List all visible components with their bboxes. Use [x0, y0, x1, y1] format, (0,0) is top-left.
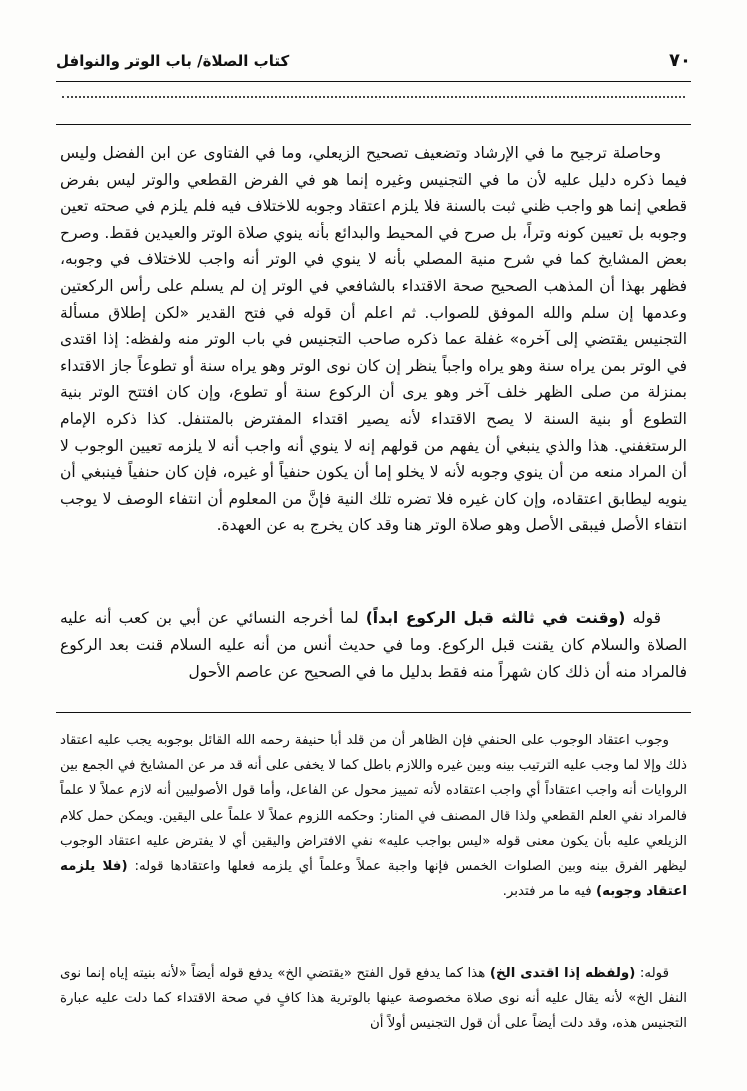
- footnote-2-lead: قوله:: [635, 966, 669, 981]
- running-title: كتاب الصلاة/ باب الوتر والنوافل: [56, 52, 290, 70]
- main-text-block: [60, 140, 687, 539]
- commentary-lead: قوله: [625, 609, 661, 627]
- main-paragraph: وحاصلة ترجيح ما في الإرشاد وتضعيف تصحيح الزيعلي، وما في الفتاوى عن ابن الفضل وليس فيما ذكره دليل عليه لأن ما في التجنيس وغيره إنما هو في الفرض القطعي والوتر ليس بفرض قطعي إنما هو واجب ظني ثبت بالسنة فلا يلزم اعتقاد وجوبه للاختلاف فيه فلم يلزم في صحته تعين وجوبه بل تعيين كونه وتراً، بل صرح في المحيط والبدائع بأنه ينوي صلاة الوتر والعيدين فقط. وصرح بعض المشايخ كما في شرح منية المصلي بأنه لا ينوي في الوتر أنه واجب للاختلاف في وجوبه، فظهر بهذا أن المذهب الصحيح صحة الاقتداء بالشافعي في الوتر إن لم يسلم على رأس الركعتين وعدمها إن سلم والله الموفق للصواب. ثم اعلم أن قوله في فتح القدير «لكن إطلاق مسألة التجنيس يقتضي إلى آخره» غفلة عما ذكره صاحب التجنيس في باب الوتر منه ولفظه: إذا اقتدى في الوتر بمن يراه سنة وهو يراه واجباً ينظر إن كان نوى الوتر وهو يراه سنة أو تطوعاً جاز الاقتداء بمنزلة من صلى الظهر خلف آخر وهو يرى أن الركوع سنة أو تطوع، وإن كان افتتح الوتر بنية التطوع أو بنية السنة لا يصح الاقتداء لأنه يصير اقتداء المفترض بالمتنفل. كذا ذكره الإمام الرستغفني. هذا والذي ينبغي أن يفهم من قولهم إنه لا ينوي أنه واجب أنه لا يلزمه تعيين الوجوب لا أن المراد منعه من أن ينوي وجوبه لأنه لا يخلو إما أن يكون حنفياً أو غيره، فإن كان حنفياً فينبغي أن ينويه ليطابق اعتقاده، وإن كان غيره فلا تضره تلك النية فإنَّ من المعلوم أن انتفاء الوصف لا يوجب انتفاء الأصل فيبقى الأصل وهو صلاة الوتر هنا وقد كان يخرج به عن العهدة.: [60, 144, 687, 535]
- footnote-divider: [56, 712, 691, 713]
- page-header: [56, 48, 691, 80]
- footnote-1: [60, 728, 687, 904]
- header-divider: [56, 81, 691, 82]
- commentary-text: [60, 605, 687, 686]
- footnote-block-1: [60, 728, 687, 904]
- commentary-quoted-phrase: (وقنت في ثالثه قبل الركوع ابداً): [365, 609, 626, 627]
- commentary-paragraph: [60, 605, 687, 686]
- footnote-2-text: هذا كما يدفع قول الفتح «يقتضي الخ» يدفع قوله أيضاً «لأنه بنيته إياه إنما نوى النفل الخ» لأنه يقال عليه أنه نوى صلاة مخصوصة عينها بالوترية هذا كافٍ في صحة الاقتداء كما دلت عليه عبارة التجنيس هذه، وقد دلت أيضاً على أن قول التجنيس أولاً أن: [60, 966, 687, 1032]
- footnote-2: [60, 961, 687, 1037]
- footnote-1-quoted-phrase: (فلا يلزمه اعتقاد وجوبه): [60, 859, 687, 900]
- footnote-block-2: [60, 961, 687, 1037]
- page-number: ٧٠: [669, 50, 691, 71]
- footnote-1-tail: فيه ما مر فتدبر.: [502, 884, 596, 900]
- footnote-2-quoted-phrase: (ولفظه إذا اقتدى الخ): [489, 966, 636, 981]
- dotted-separator: [62, 96, 685, 104]
- commentary-rest: لما أخرجه النسائي عن أبي بن كعب أنه عليه الصلاة والسلام كان يقنت قبل الركوع. وما في حديث أنس من أنه عليه السلام قنت بعد الركوع فالمراد منه أن ذلك كان شهراً منه فقط بدليل ما في الصحيح عن عاصم الأحول: [60, 609, 687, 681]
- footnote-1-text: وجوب اعتقاد الوجوب على الحنفي فإن الظاهر أن من قلد أبا حنيفة رحمه الله القائل بوجوبه يجب عليه اعتقاد ذلك وإلا لما وجب عليه الترتيب بينه وبين غيره واللازم باطل كما لا يخفى على أنه قد مر عن المشايخ في الجمع بين الروايات أنه واجب اعتقاداً أي واجب اعتقاده لأنه تمييز محول عن الفاعل، وأما قول الأصوليين أنه لازم عملاً لا علماً فالمراد نفي العلم القطعي ولذا قال المصنف في المنار: وحكمه اللزوم عملاً لا علماً على اليقين. ويمكن حمل كلام الزيلعي عليه بأن يكون معنى قوله «ليس بواجب عليه» نفي الافتراض واليقين أي لا يفترض عليه اعتقاد الوجوب ليظهر الفرق بينه وبين الصلوات الخمس فإنها واجبة عملاً وعلماً أي يلزمه فعلها واعتقادها قوله:: [60, 733, 687, 875]
- text-top-divider: [56, 124, 691, 125]
